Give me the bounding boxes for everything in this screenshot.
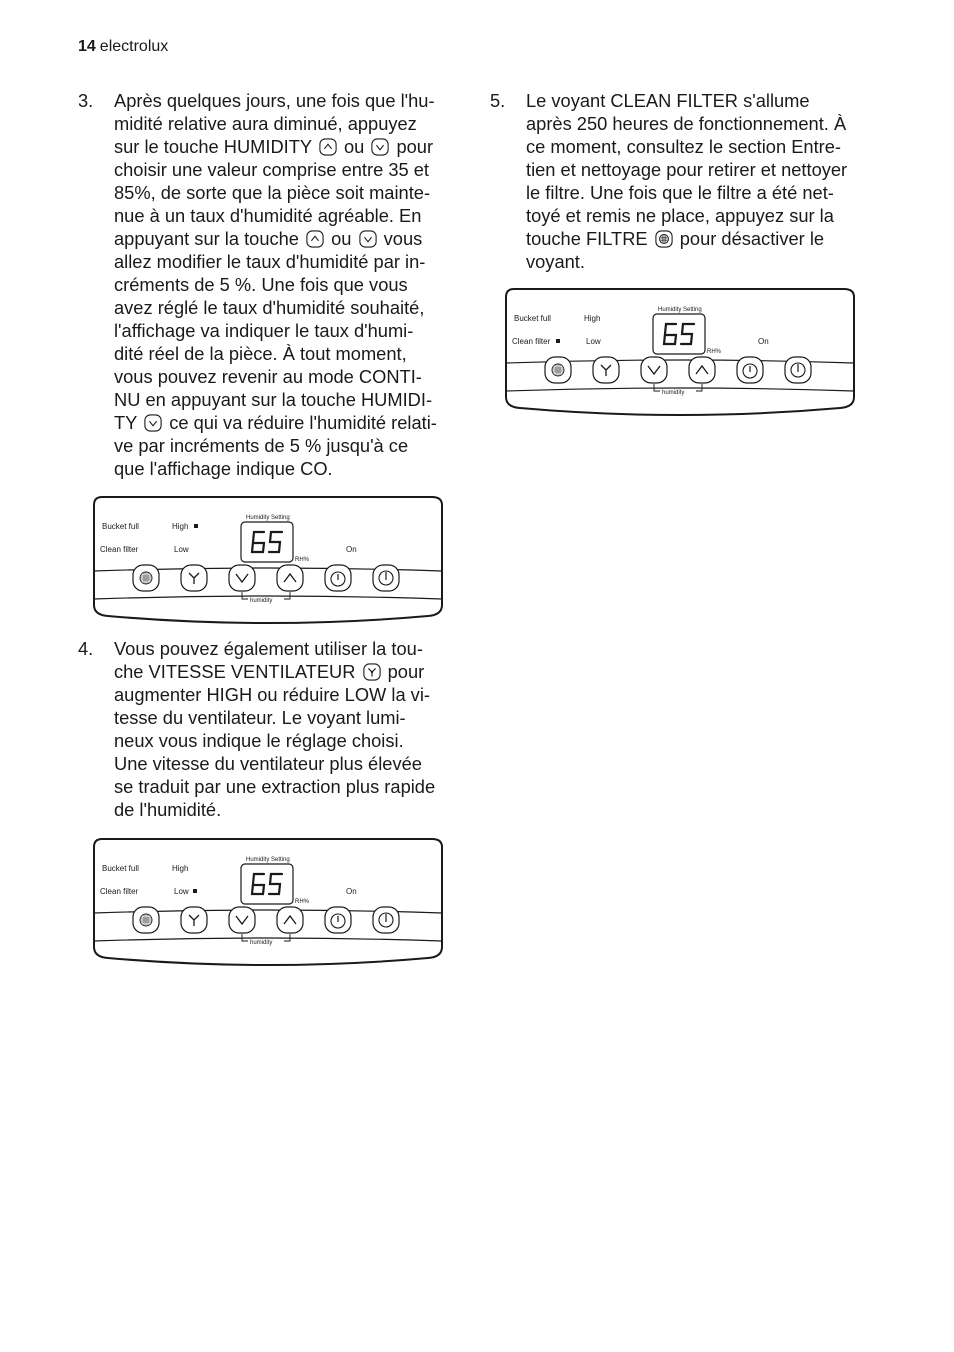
chevron-down-icon (144, 414, 162, 432)
filter-button (545, 357, 571, 383)
low-indicator-light (193, 889, 197, 893)
page-header (78, 38, 168, 56)
rh-percent-label: RH% (707, 349, 722, 355)
control-panel-illustration-3 (500, 287, 860, 419)
humidity-bracket-label: humidity (250, 598, 273, 604)
text-line: neux vous indique le réglage choisi. (114, 730, 404, 751)
humidity-display (653, 314, 705, 354)
clean-filter-label: Clean filter (512, 337, 551, 346)
rh-percent-label: RH% (295, 899, 310, 905)
filter-button (133, 907, 159, 933)
item-text (526, 89, 847, 273)
text-line: midité relative aura diminué, appuyez (114, 113, 417, 134)
text-line (114, 411, 437, 434)
humidity-bracket-label: humidity (662, 390, 685, 396)
text-fragment: touche FILTRE (526, 228, 653, 249)
text-line: Après quelques jours, une fois que l'hu- (114, 90, 435, 111)
text-line: créments de 5 %. Une fois que vous (114, 274, 408, 295)
item-number: 3. (78, 90, 94, 111)
fan-speed-button (181, 565, 207, 591)
power-button (785, 357, 811, 383)
clean-filter-label: Clean filter (100, 887, 139, 896)
text-line: l'affichage va indiquer le taux d'humi- (114, 320, 414, 341)
on-label: On (758, 337, 769, 346)
item-text (114, 637, 435, 821)
text-fragment: ou (338, 136, 370, 157)
chevron-up-icon (306, 230, 324, 248)
chevron-down-icon (359, 230, 377, 248)
humidity-setting-label: Humidity Setting (246, 515, 290, 521)
power-button (373, 565, 399, 591)
text-line: Une vitesse du ventilateur plus élevée (114, 753, 422, 774)
bucket-full-label: Bucket full (102, 522, 139, 531)
brand-name: electrolux (99, 38, 169, 55)
fan-icon (363, 663, 381, 681)
text-line: nue à un taux d'humidité agréable. En (114, 205, 422, 226)
clean-filter-indicator-light (556, 339, 560, 343)
humidity-setting-label: Humidity Setting (246, 857, 290, 863)
high-label: High (172, 864, 189, 873)
text-line: NU en appuyant sur la touche HUMIDI- (114, 389, 433, 410)
humidity-display (241, 522, 293, 562)
clean-filter-label: Clean filter (100, 545, 139, 554)
bucket-full-label: Bucket full (514, 314, 551, 323)
text-line: Le voyant CLEAN FILTER s'allume (526, 90, 810, 111)
text-line: choisir une valeur comprise entre 35 et (114, 159, 430, 180)
item-number: 4. (78, 638, 94, 659)
control-panel-illustration-2 (88, 837, 448, 969)
page-number: 14 (78, 38, 96, 55)
text-line: Vous pouvez également utiliser la tou- (114, 638, 423, 659)
low-label: Low (174, 887, 189, 896)
text-line: après 250 heures de fonctionnement. À (526, 113, 847, 134)
text-fragment: ou (326, 228, 357, 249)
text-line (526, 227, 847, 250)
low-label: Low (174, 545, 189, 554)
text-fragment: appuyant sur la touche (114, 228, 305, 249)
fan-speed-button (181, 907, 207, 933)
bucket-full-label: Bucket full (102, 864, 139, 873)
text-line: se traduit par une extraction plus rapide (114, 776, 436, 797)
humidity-bracket-label: humidity (250, 940, 273, 946)
power-button (373, 907, 399, 933)
fan-speed-button (593, 357, 619, 383)
text-fragment: che VITESSE VENTILATEUR (114, 661, 361, 682)
humidity-up-button (277, 907, 303, 933)
text-line: voyant. (526, 251, 585, 272)
humidity-down-button (641, 357, 667, 383)
humidity-up-button (277, 565, 303, 591)
text-fragment: ce qui va réduire l'humidité relati- (164, 412, 437, 433)
high-indicator-light (194, 524, 198, 528)
text-line: allez modifier le taux d'humidité par in- (114, 251, 426, 272)
text-fragment: pour désactiver le (674, 228, 825, 249)
timer-button (737, 357, 763, 383)
on-label: On (346, 887, 357, 896)
text-line: tesse du ventilateur. Le voyant lumi- (114, 707, 406, 728)
text-line: ce moment, consultez le section Entre- (526, 136, 841, 157)
high-label: High (584, 314, 601, 323)
text-fragment: sur le touche HUMIDITY (114, 136, 317, 157)
text-fragment: vous (378, 228, 423, 249)
chevron-up-icon (319, 138, 337, 156)
text-line: dité réel de la pièce. À tout moment, (114, 343, 407, 364)
text-line: que l'affichage indique CO. (114, 458, 333, 479)
humidity-down-button (229, 565, 255, 591)
low-label: Low (586, 337, 601, 346)
item-text (114, 89, 437, 480)
control-panel-illustration-1 (88, 495, 448, 627)
humidity-down-button (229, 907, 255, 933)
text-line: vous pouvez revenir au mode CONTI- (114, 366, 422, 387)
text-line: tien et nettoyage pour retirer et nettoyer (526, 159, 848, 180)
text-line (114, 227, 437, 250)
text-line: avez réglé le taux d'humidité souhaité, (114, 297, 425, 318)
text-line: ve par incréments de 5 % jusqu'à ce (114, 435, 409, 456)
humidity-setting-label: Humidity Setting (658, 307, 702, 313)
text-line: augmenter HIGH ou réduire LOW la vi- (114, 684, 430, 705)
filter-button (133, 565, 159, 591)
text-line: 85%, de sorte que la pièce soit mainte- (114, 182, 431, 203)
timer-button (325, 565, 351, 591)
text-fragment: pour (391, 136, 434, 157)
item-number: 5. (490, 90, 506, 111)
text-fragment: pour (382, 661, 425, 682)
text-line: toyé et remis ne place, appuyez sur la (526, 205, 834, 226)
text-line (114, 660, 435, 683)
rh-percent-label: RH% (295, 557, 310, 563)
humidity-display (241, 864, 293, 904)
chevron-down-icon (371, 138, 389, 156)
timer-button (325, 907, 351, 933)
humidity-up-button (689, 357, 715, 383)
text-fragment: TY (114, 412, 143, 433)
filter-icon (655, 230, 673, 248)
high-label: High (172, 522, 189, 531)
text-line (114, 135, 437, 158)
text-line: le filtre. Une fois que le filtre a été net- (526, 182, 834, 203)
text-line: de l'humidité. (114, 799, 222, 820)
on-label: On (346, 545, 357, 554)
